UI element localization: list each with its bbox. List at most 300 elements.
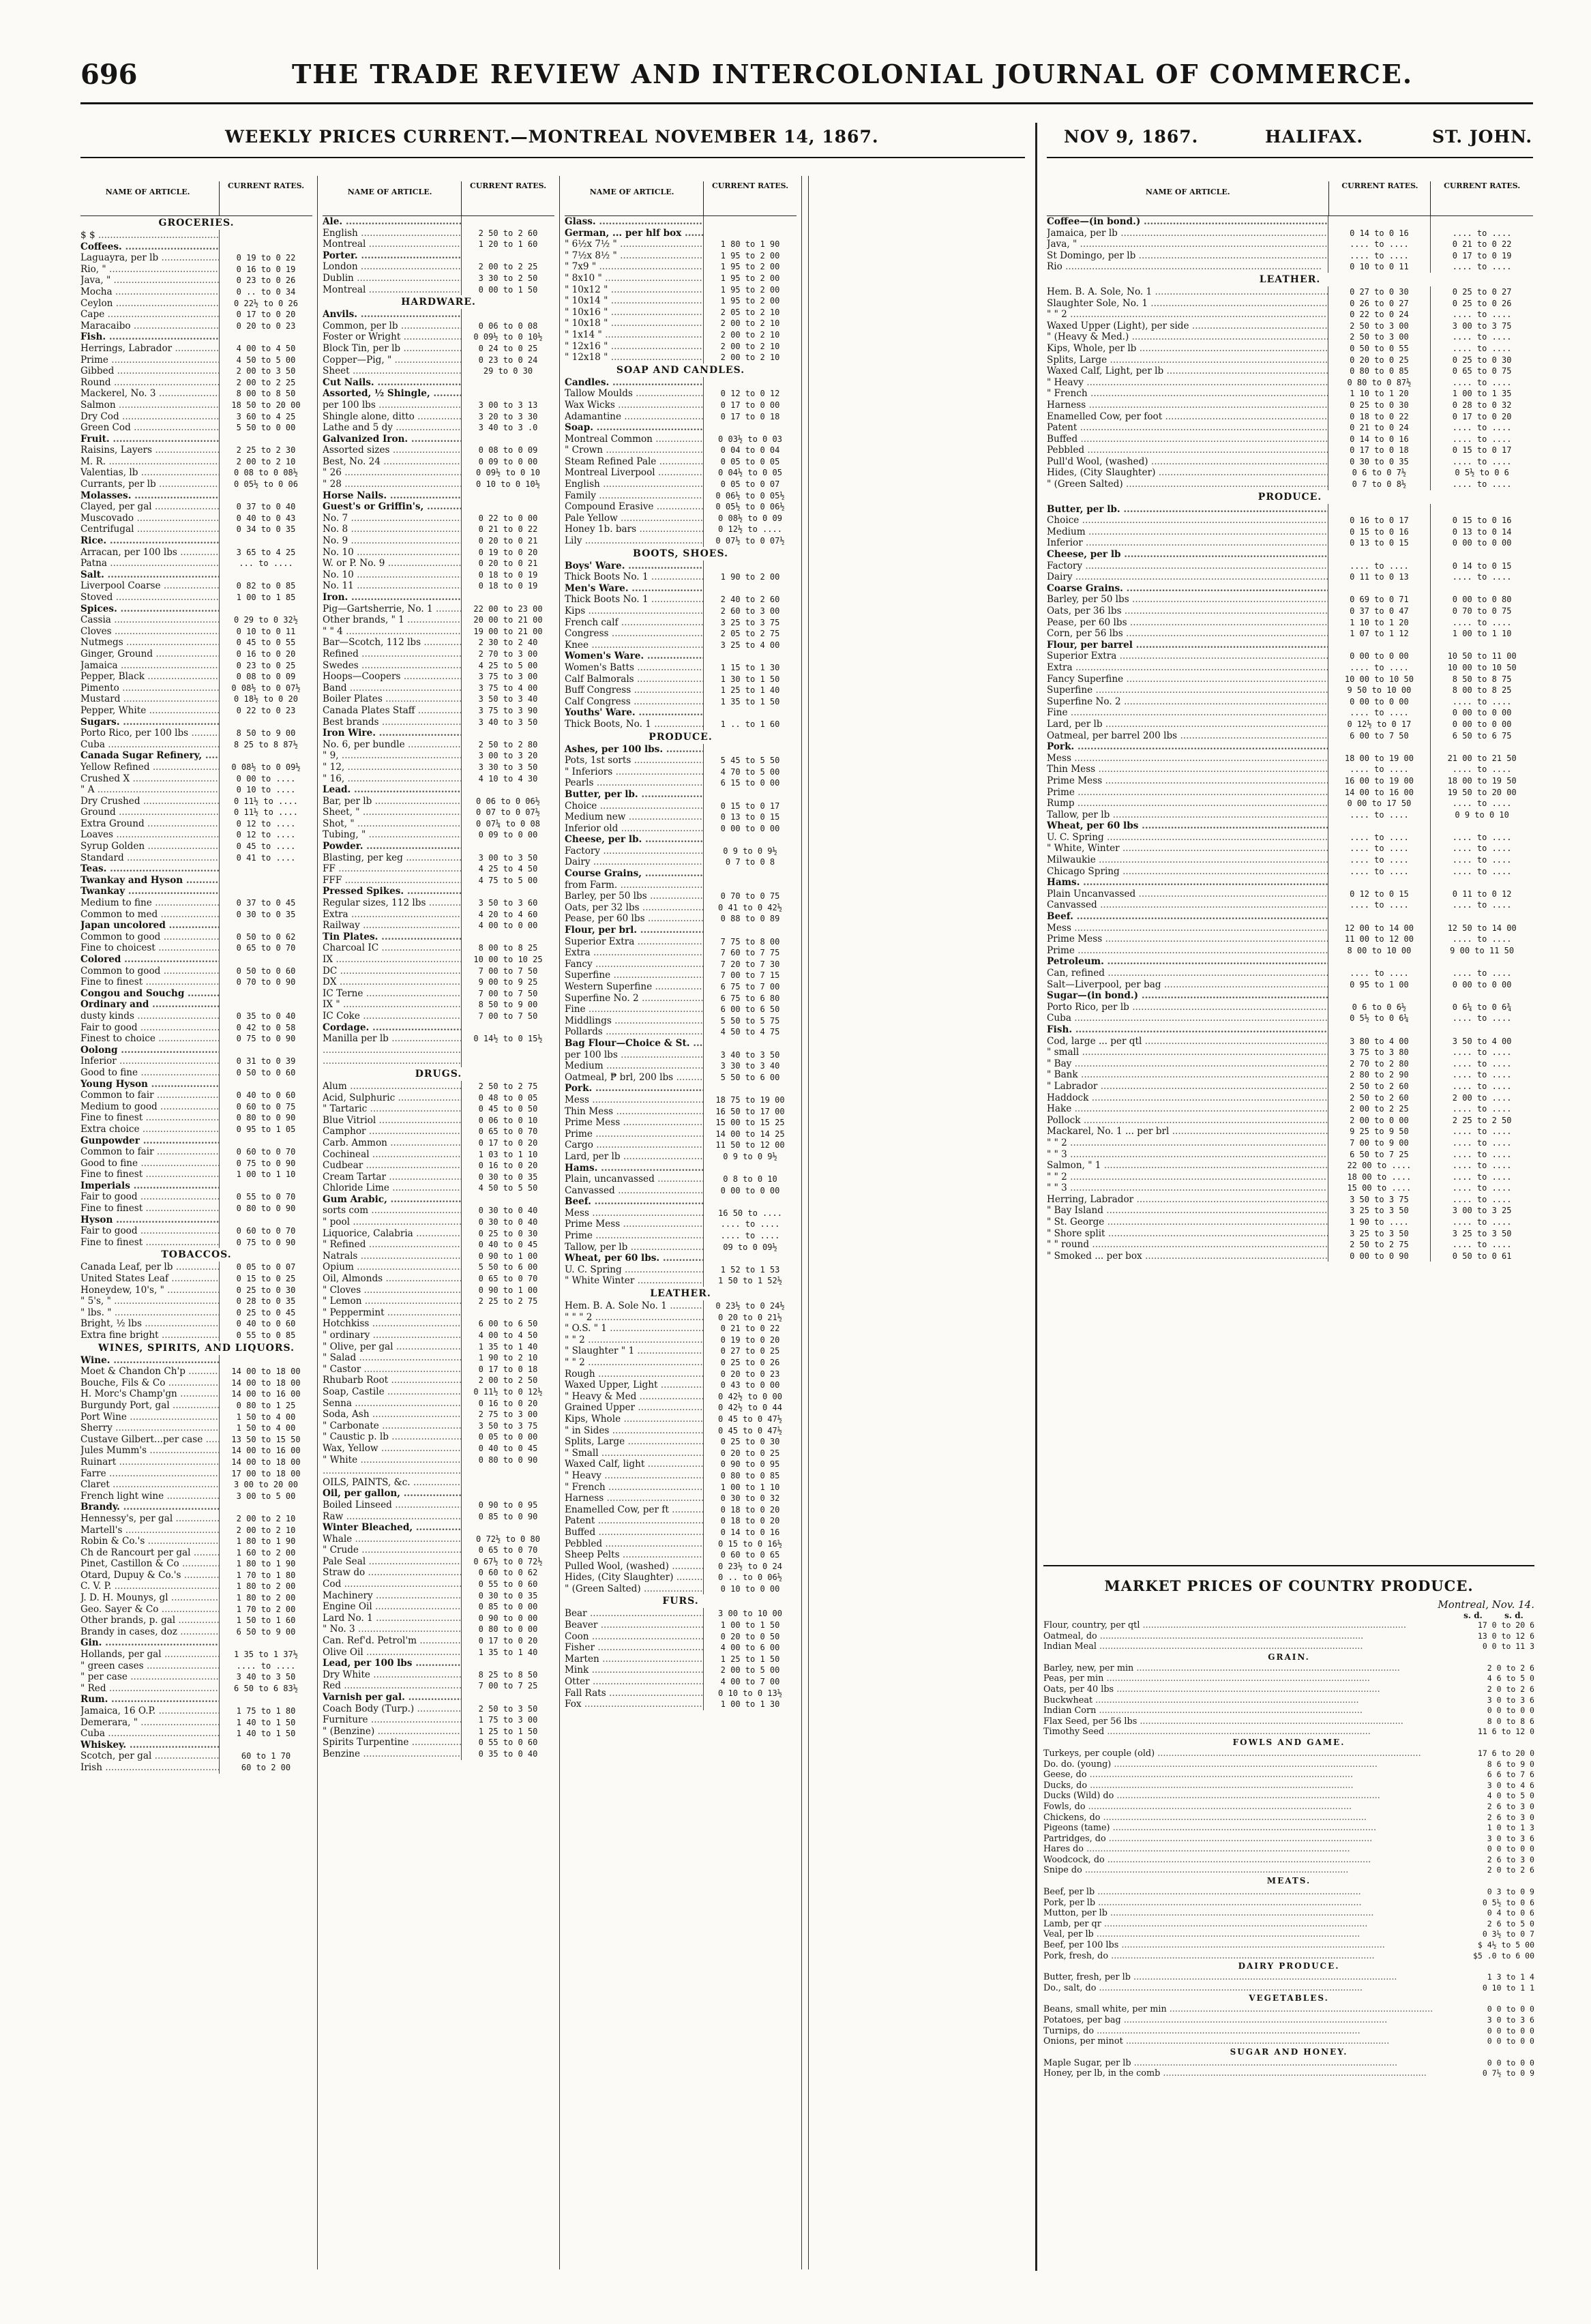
article-name: " White ..... bbox=[323, 1455, 461, 1466]
current-rate bbox=[219, 920, 312, 932]
article-name: Pepper, Black ..... bbox=[80, 671, 219, 683]
current-rate: 0 10 to 0 11 bbox=[219, 626, 312, 638]
price-row bbox=[1047, 331, 1533, 343]
name-header: NAME OF ARTICLE. bbox=[105, 188, 190, 196]
price-row bbox=[323, 1045, 554, 1056]
article-name: Cheese, per lb ..... bbox=[1047, 549, 1328, 561]
article-name: Railway ..... bbox=[323, 920, 461, 932]
article-name: Pull'd Wool, (washed) ..... bbox=[1047, 456, 1328, 468]
halifax-rate: .... to .... bbox=[1328, 968, 1431, 979]
current-rate: 1 95 to 2 00 bbox=[703, 284, 797, 296]
halifax-rate: 0 13 to 0 15 bbox=[1328, 537, 1431, 549]
article-name: Fair to good ..... bbox=[80, 1225, 219, 1237]
current-rate: 7 00 to 7 50 bbox=[461, 988, 554, 1000]
article-name: " " 2 ..... bbox=[1047, 1137, 1328, 1149]
stjohn-rate: .... to .... bbox=[1430, 1013, 1533, 1024]
current-rate: 0 95 to 1 05 bbox=[219, 1124, 312, 1135]
current-rate bbox=[461, 388, 554, 400]
article-name: Tin Plates. ..... bbox=[323, 932, 461, 943]
article-name: Pinet, Castillon & Co ..... bbox=[80, 1558, 219, 1570]
article-name: Cochineal ..... bbox=[323, 1149, 461, 1161]
article-name: Jamaica ..... bbox=[80, 660, 219, 672]
stjohn-rate: .... to .... bbox=[1430, 764, 1533, 775]
current-rate: 0 17 to 0 00 bbox=[703, 400, 797, 411]
article-name: Women's Ware. ..... bbox=[565, 651, 703, 662]
current-rate: 0 07 to 0 07½ bbox=[461, 807, 554, 818]
article-name: per 100 lbs ..... bbox=[323, 400, 461, 411]
price-row bbox=[323, 954, 554, 966]
article-name: Extra Ground ..... bbox=[80, 818, 219, 830]
price-row bbox=[323, 479, 554, 490]
price-row bbox=[80, 1307, 312, 1319]
price-row bbox=[565, 707, 797, 719]
price-row bbox=[80, 1273, 312, 1285]
price-row bbox=[80, 932, 312, 943]
stjohn-rate: .... to .... bbox=[1430, 1069, 1533, 1081]
article-name: Imperials ..... bbox=[80, 1180, 219, 1192]
article-name: Grained Upper ..... bbox=[565, 1402, 703, 1414]
current-rate: 0 04½ to 0 05 bbox=[703, 467, 797, 479]
stjohn-rate: .... to .... bbox=[1430, 968, 1533, 979]
market-row bbox=[1043, 1802, 1534, 1813]
article-name: Hotchkiss ..... bbox=[323, 1318, 461, 1330]
current-rate: 0 55 to 0 70 bbox=[219, 1191, 312, 1203]
name-header: NAME OF ARTICLE. bbox=[1145, 188, 1230, 196]
price-row bbox=[565, 1380, 797, 1391]
article-name: Moet & Chandon Ch'p ..... bbox=[80, 1366, 219, 1377]
price-row bbox=[80, 1502, 312, 1513]
current-rate bbox=[219, 1694, 312, 1705]
article-name: " " 3 ..... bbox=[1047, 1182, 1328, 1194]
price-row bbox=[80, 1158, 312, 1170]
price-row bbox=[565, 1094, 797, 1106]
current-rate: 2 75 to 3 00 bbox=[461, 1409, 554, 1420]
halifax-rate: 0 18 to 0 22 bbox=[1328, 411, 1431, 423]
stjohn-rate: .... to .... bbox=[1430, 571, 1533, 583]
price-row bbox=[80, 694, 312, 705]
current-rate: 0 21 to 0 22 bbox=[461, 524, 554, 535]
price-row bbox=[565, 662, 797, 674]
produce-price: 4 0 to 5 0 bbox=[1487, 1791, 1534, 1801]
current-rate: 5 50 to 6 00 bbox=[703, 1072, 797, 1084]
price-row bbox=[1047, 1205, 1533, 1217]
current-rate: 0 42½ to 0 00 bbox=[703, 1391, 797, 1403]
price-row bbox=[565, 561, 797, 572]
price-row bbox=[565, 307, 797, 318]
current-rate bbox=[461, 592, 554, 604]
article-name: Carb. Ammon ..... bbox=[323, 1137, 461, 1149]
stjohn-rate bbox=[1430, 877, 1533, 889]
produce-name: Beef, per lb ..... bbox=[1043, 1887, 1453, 1898]
current-rate: 20 00 to 21 00 bbox=[461, 614, 554, 626]
halifax-rate: .... to .... bbox=[1328, 809, 1431, 821]
produce-price: 8 6 to 9 0 bbox=[1487, 1759, 1534, 1769]
nov-date: NOV 9, 1867. bbox=[1064, 127, 1199, 147]
article-name: Canada Plates Staff ..... bbox=[323, 705, 461, 717]
current-rate: 0 70 to 0 90 bbox=[219, 977, 312, 988]
article-name: Family ..... bbox=[565, 490, 703, 502]
price-row bbox=[80, 1615, 312, 1626]
article-name: Steam Refined Pale ..... bbox=[565, 456, 703, 468]
price-row bbox=[565, 1402, 797, 1414]
price-row bbox=[323, 1330, 554, 1341]
current-rate: 14 00 to 18 00 bbox=[219, 1377, 312, 1389]
current-rate bbox=[461, 501, 554, 513]
price-row bbox=[565, 1654, 797, 1665]
price-row bbox=[80, 1422, 312, 1434]
current-rate: 1 35 to 1 40 bbox=[461, 1647, 554, 1658]
article-name: " Crown ..... bbox=[565, 445, 703, 456]
stjohn-rate: 0 50 to 0 61 bbox=[1430, 1251, 1533, 1262]
price-row bbox=[80, 728, 312, 739]
price-row bbox=[1047, 445, 1533, 456]
price-row bbox=[565, 524, 797, 535]
current-rate: 0 80 to 0 90 bbox=[461, 1455, 554, 1466]
current-rate: 9 00 to 9 25 bbox=[461, 977, 554, 988]
price-row bbox=[565, 1264, 797, 1276]
current-rate: 5 50 to 0 00 bbox=[219, 422, 312, 434]
article-name: Bright, ½ lbs ..... bbox=[80, 1318, 219, 1330]
current-rate: 0 50 to 0 60 bbox=[219, 1067, 312, 1079]
article-name: Fish. ..... bbox=[1047, 1024, 1328, 1036]
current-rate: 1 35 to 1 40 bbox=[461, 1341, 554, 1353]
article-name: " (Green Salted) ..... bbox=[1047, 479, 1328, 490]
price-row bbox=[565, 411, 797, 423]
current-rate: 0 09 to 0 00 bbox=[461, 456, 554, 468]
price-row bbox=[565, 1083, 797, 1094]
current-rate: 0 05 to 0 07 bbox=[219, 1262, 312, 1273]
price-row bbox=[565, 1312, 797, 1324]
price-row bbox=[80, 558, 312, 569]
article-name: Best, No. 24 ..... bbox=[323, 456, 461, 468]
article-name: Whiskey. ..... bbox=[80, 1740, 219, 1751]
halifax-rate: 3 80 to 4 00 bbox=[1328, 1036, 1431, 1047]
price-row bbox=[323, 467, 554, 479]
article-name: per 100 lbs ..... bbox=[565, 1049, 703, 1061]
current-rate: 3 00 to 10 00 bbox=[703, 1608, 797, 1620]
halifax-rate: 0 00 to 0 90 bbox=[1328, 1251, 1431, 1262]
price-row bbox=[80, 1694, 312, 1705]
current-rate: 1 40 to 1 50 bbox=[219, 1717, 312, 1729]
halifax-rate: 0 95 to 1 00 bbox=[1328, 979, 1431, 991]
current-rate: 1 70 to 2 00 bbox=[219, 1604, 312, 1615]
article-name: Mess ..... bbox=[565, 1094, 703, 1106]
article-name: Oolong ..... bbox=[80, 1045, 219, 1056]
market-row bbox=[1043, 1887, 1534, 1898]
article-name: Can, refined ..... bbox=[1047, 968, 1328, 979]
price-row bbox=[80, 886, 312, 897]
current-rate: 2 00 to 2 10 bbox=[219, 456, 312, 468]
current-rate: 0 18 to 0 20 bbox=[703, 1515, 797, 1527]
running-head bbox=[80, 59, 1533, 94]
article-name: Common to fair ..... bbox=[80, 1090, 219, 1101]
price-row bbox=[323, 490, 554, 502]
current-rate: 0 10 to .... bbox=[219, 784, 312, 796]
article-name: Dairy ..... bbox=[1047, 571, 1328, 583]
price-row bbox=[80, 321, 312, 332]
market-subheading: DAIRY PRODUCE. bbox=[1238, 1961, 1340, 1971]
current-rate: 4 25 to 5 00 bbox=[461, 660, 554, 672]
current-rate: 1 75 to 3 00 bbox=[461, 1714, 554, 1726]
section-heading: LEATHER. bbox=[650, 1288, 711, 1300]
article-name: Congress ..... bbox=[565, 628, 703, 640]
price-row bbox=[1047, 388, 1533, 400]
price-row bbox=[565, 856, 797, 868]
article-name: Anvils. ..... bbox=[323, 309, 461, 321]
stjohn-rate: 0 15 to 0 17 bbox=[1430, 445, 1533, 456]
current-rate bbox=[219, 954, 312, 966]
current-rate: 3 40 to 3 50 bbox=[703, 1049, 797, 1061]
stjohn-rate: 8 50 to 8 75 bbox=[1430, 674, 1533, 685]
article-name: " Shore split ..... bbox=[1047, 1228, 1328, 1240]
article-name: Lard, per lb ..... bbox=[1047, 719, 1328, 730]
article-name: Java, " ..... bbox=[1047, 239, 1328, 250]
montreal-heading: WEEKLY PRICES CURRENT.—MONTREAL NOVEMBER 14, 1867. bbox=[225, 127, 879, 147]
price-row bbox=[80, 411, 312, 423]
current-rate bbox=[461, 309, 554, 321]
price-row bbox=[80, 1445, 312, 1457]
article-name: Furniture ..... bbox=[323, 1714, 461, 1726]
produce-name: Geese, do ..... bbox=[1043, 1770, 1453, 1781]
price-row bbox=[565, 1335, 797, 1346]
current-rate: 3 20 to 3 30 bbox=[461, 411, 554, 423]
article-name: Cod ..... bbox=[323, 1579, 461, 1590]
market-row bbox=[1043, 2058, 1534, 2069]
price-row bbox=[80, 852, 312, 864]
current-rate: 0 30 to 0 40 bbox=[461, 1205, 554, 1217]
halifax-rate: 2 00 to 2 25 bbox=[1328, 1103, 1431, 1115]
article-name: Patent ..... bbox=[565, 1515, 703, 1527]
current-rate: 3 30 to 3 40 bbox=[703, 1060, 797, 1072]
price-row bbox=[80, 1011, 312, 1022]
article-name: Prime ..... bbox=[80, 355, 219, 366]
price-row bbox=[565, 1642, 797, 1654]
stjohn-rate: .... to .... bbox=[1430, 309, 1533, 321]
current-rate: 0 88 to 0 89 bbox=[703, 913, 797, 925]
price-row bbox=[80, 1558, 312, 1570]
column-header bbox=[1047, 176, 1533, 216]
price-row bbox=[323, 331, 554, 343]
article-name: Congou and Souchg ..... bbox=[80, 988, 219, 1000]
market-row bbox=[1043, 1834, 1534, 1845]
current-rate bbox=[703, 583, 797, 595]
halifax-rate: 0 17 to 0 18 bbox=[1328, 445, 1431, 456]
price-row bbox=[80, 456, 312, 468]
halifax-rate: 0 80 to 0 87½ bbox=[1328, 377, 1431, 389]
price-row bbox=[565, 1049, 797, 1061]
price-row bbox=[80, 1033, 312, 1045]
article-name: Canada Sugar Refinery, ..... bbox=[80, 750, 219, 762]
article-name: Opium ..... bbox=[323, 1262, 461, 1273]
price-row bbox=[323, 1443, 554, 1455]
market-row bbox=[1043, 1727, 1534, 1738]
article-name: Rio ..... bbox=[1047, 261, 1328, 273]
current-rate: 0 60 to 0 75 bbox=[219, 1101, 312, 1113]
article-name: Liquorice, Calabria ..... bbox=[323, 1228, 461, 1240]
halifax-rate: 1 90 to .... bbox=[1328, 1217, 1431, 1228]
current-rate: 0 08 to 0 09 bbox=[461, 445, 554, 456]
stjohn-rate: .... to .... bbox=[1430, 1194, 1533, 1206]
article-name: Shingle alone, ditto ..... bbox=[323, 411, 461, 423]
unit-label: s. d. bbox=[1504, 1611, 1523, 1620]
article-name: " in Sides ..... bbox=[565, 1425, 703, 1437]
current-rate: 1 50 to 1 60 bbox=[219, 1615, 312, 1626]
market-subheading: GRAIN. bbox=[1268, 1652, 1310, 1662]
price-row bbox=[323, 739, 554, 751]
price-row bbox=[80, 1570, 312, 1581]
article-name: Thin Mess ..... bbox=[1047, 764, 1328, 775]
price-row bbox=[80, 309, 312, 321]
article-name: Superior Extra ..... bbox=[565, 936, 703, 948]
article-name: Plain, uncanvassed ..... bbox=[565, 1174, 703, 1185]
stjohn-rate: 3 25 to 3 50 bbox=[1430, 1228, 1533, 1240]
article-name: Extra ..... bbox=[565, 947, 703, 959]
price-row bbox=[80, 1468, 312, 1480]
current-rate: 0 05½ to 0 06½ bbox=[703, 501, 797, 513]
stjohn-rate: 2 25 to 2 50 bbox=[1430, 1115, 1533, 1127]
price-row bbox=[80, 637, 312, 649]
current-rate: 7 00 to 7 15 bbox=[703, 970, 797, 981]
article-name: Lathe and 5 dy ..... bbox=[323, 422, 461, 434]
current-rate bbox=[461, 886, 554, 897]
current-rate: 1 .. to 1 60 bbox=[703, 719, 797, 730]
market-title: MARKET PRICES OF COUNTRY PRODUCE. bbox=[1104, 1577, 1474, 1594]
article-name: Fine to finest ..... bbox=[80, 1112, 219, 1124]
halifax-rate bbox=[1328, 820, 1431, 832]
article-name: " " " 2 ..... bbox=[565, 1312, 703, 1324]
price-row bbox=[323, 1149, 554, 1161]
article-name: Sugars. ..... bbox=[80, 717, 219, 728]
produce-price: 8 0 to 8 6 bbox=[1487, 1716, 1534, 1726]
section-heading: LEATHER. bbox=[1259, 273, 1321, 285]
section-heading: BOOTS, SHOES. bbox=[633, 548, 728, 559]
market-row bbox=[1043, 1813, 1534, 1823]
price-row bbox=[1047, 764, 1533, 775]
current-rate: 0 35 to 0 40 bbox=[461, 1748, 554, 1760]
article-name: Dry Cod ..... bbox=[80, 411, 219, 423]
price-row bbox=[80, 1067, 312, 1079]
article-name: Cream Tartar ..... bbox=[323, 1172, 461, 1183]
article-name: Wheat, per 60 lbs. ..... bbox=[565, 1253, 703, 1264]
article-name: Prime ..... bbox=[565, 1230, 703, 1242]
price-row bbox=[80, 1237, 312, 1249]
article-name: sorts com ..... bbox=[323, 1205, 461, 1217]
current-rate: 1 25 to 1 50 bbox=[703, 1654, 797, 1665]
price-row bbox=[80, 717, 312, 728]
article-name: Fair to good ..... bbox=[80, 1191, 219, 1203]
price-row bbox=[323, 547, 554, 558]
article-name: Flour, per barrel ..... bbox=[1047, 640, 1328, 651]
current-rate: 4 70 to 5 00 bbox=[703, 766, 797, 778]
article-name: Youths' Ware. ..... bbox=[565, 707, 703, 719]
price-row bbox=[565, 993, 797, 1004]
current-rate: 0 09½ to 0 10½ bbox=[461, 331, 554, 343]
article-name: Inferior ..... bbox=[80, 1056, 219, 1067]
article-name: " 10x18 " ..... bbox=[565, 318, 703, 329]
current-rate: 0 40 to 0 60 bbox=[219, 1090, 312, 1101]
article-name: Milwaukie ..... bbox=[1047, 854, 1328, 866]
price-row bbox=[565, 696, 797, 708]
article-name: Knee ..... bbox=[565, 640, 703, 651]
halifax-rate: 15 00 to .... bbox=[1328, 1182, 1431, 1194]
price-row bbox=[323, 1239, 554, 1251]
price-row bbox=[565, 216, 797, 228]
column-rule bbox=[801, 176, 802, 2269]
article-name: Superfine No. 2 ..... bbox=[1047, 696, 1328, 708]
price-row bbox=[323, 1500, 554, 1511]
current-rate: 0 22 to 0 23 bbox=[219, 705, 312, 717]
current-rate: 0 06 to 0 06½ bbox=[461, 796, 554, 807]
article-name: Mustard ..... bbox=[80, 694, 219, 705]
price-row bbox=[80, 1318, 312, 1330]
current-rate bbox=[219, 1215, 312, 1226]
article-name: No. 8 ..... bbox=[323, 524, 461, 535]
stjohn-rate bbox=[1430, 820, 1533, 832]
price-row bbox=[323, 1567, 554, 1579]
price-row bbox=[323, 1488, 554, 1500]
price-row bbox=[565, 777, 797, 789]
price-row bbox=[323, 366, 554, 377]
current-rate: 6 50 to 9 00 bbox=[219, 1626, 312, 1638]
price-row bbox=[565, 719, 797, 730]
article-name: Demerara, " ..... bbox=[80, 1717, 219, 1729]
price-row bbox=[80, 1388, 312, 1400]
article-name: Dry White ..... bbox=[323, 1669, 461, 1681]
produce-price: $ 4½ to 5 00 bbox=[1477, 1940, 1534, 1950]
article-name: Gin. ..... bbox=[80, 1637, 219, 1649]
price-row bbox=[323, 1669, 554, 1681]
article-name: Copper—Pig, " ..... bbox=[323, 355, 461, 366]
current-rate: 0 65 to 0 70 bbox=[461, 1545, 554, 1556]
article-name bbox=[323, 1056, 461, 1067]
article-name: Oats, per 36 lbs ..... bbox=[1047, 606, 1328, 617]
price-row bbox=[80, 1705, 312, 1717]
article-name: Plain Uncanvassed ..... bbox=[1047, 889, 1328, 900]
current-rate: 2 00 to 5 00 bbox=[703, 1665, 797, 1676]
current-rate: 60 to 1 70 bbox=[219, 1751, 312, 1762]
article-name: Medium to fine ..... bbox=[80, 897, 219, 909]
article-name: Ground ..... bbox=[80, 807, 219, 818]
price-row bbox=[80, 479, 312, 490]
article-name: DX ..... bbox=[323, 977, 461, 988]
article-name: Wine. ..... bbox=[80, 1355, 219, 1367]
price-row bbox=[323, 355, 554, 366]
article-name: Butter, per lb. ..... bbox=[1047, 504, 1328, 516]
price-row bbox=[565, 261, 797, 273]
stjohn-rate: .... to .... bbox=[1430, 854, 1533, 866]
price-row bbox=[323, 273, 554, 284]
article-name: Fall Rats ..... bbox=[565, 1688, 703, 1699]
current-rate: 0 23½ to 0 24 bbox=[703, 1561, 797, 1573]
current-rate: 11 50 to 12 00 bbox=[703, 1139, 797, 1151]
current-rate bbox=[219, 230, 312, 241]
price-row bbox=[1047, 662, 1533, 674]
stjohn-rate bbox=[1430, 504, 1533, 516]
price-row bbox=[323, 1022, 554, 1034]
price-row bbox=[565, 1631, 797, 1643]
article-name: Extra ..... bbox=[323, 909, 461, 921]
current-rate: 0 80 to 0 90 bbox=[219, 1112, 312, 1124]
price-row bbox=[323, 261, 554, 273]
current-rate: 0 16 to 0 19 bbox=[219, 264, 312, 275]
price-row bbox=[565, 947, 797, 959]
price-column-3 bbox=[565, 176, 797, 2269]
current-rate: 0 65 to 0 70 bbox=[461, 1126, 554, 1137]
price-row bbox=[80, 388, 312, 400]
price-row bbox=[323, 1033, 554, 1045]
article-name: Corn, per 56 lbs ..... bbox=[1047, 628, 1328, 640]
article-name: dusty kinds ..... bbox=[80, 1011, 219, 1022]
